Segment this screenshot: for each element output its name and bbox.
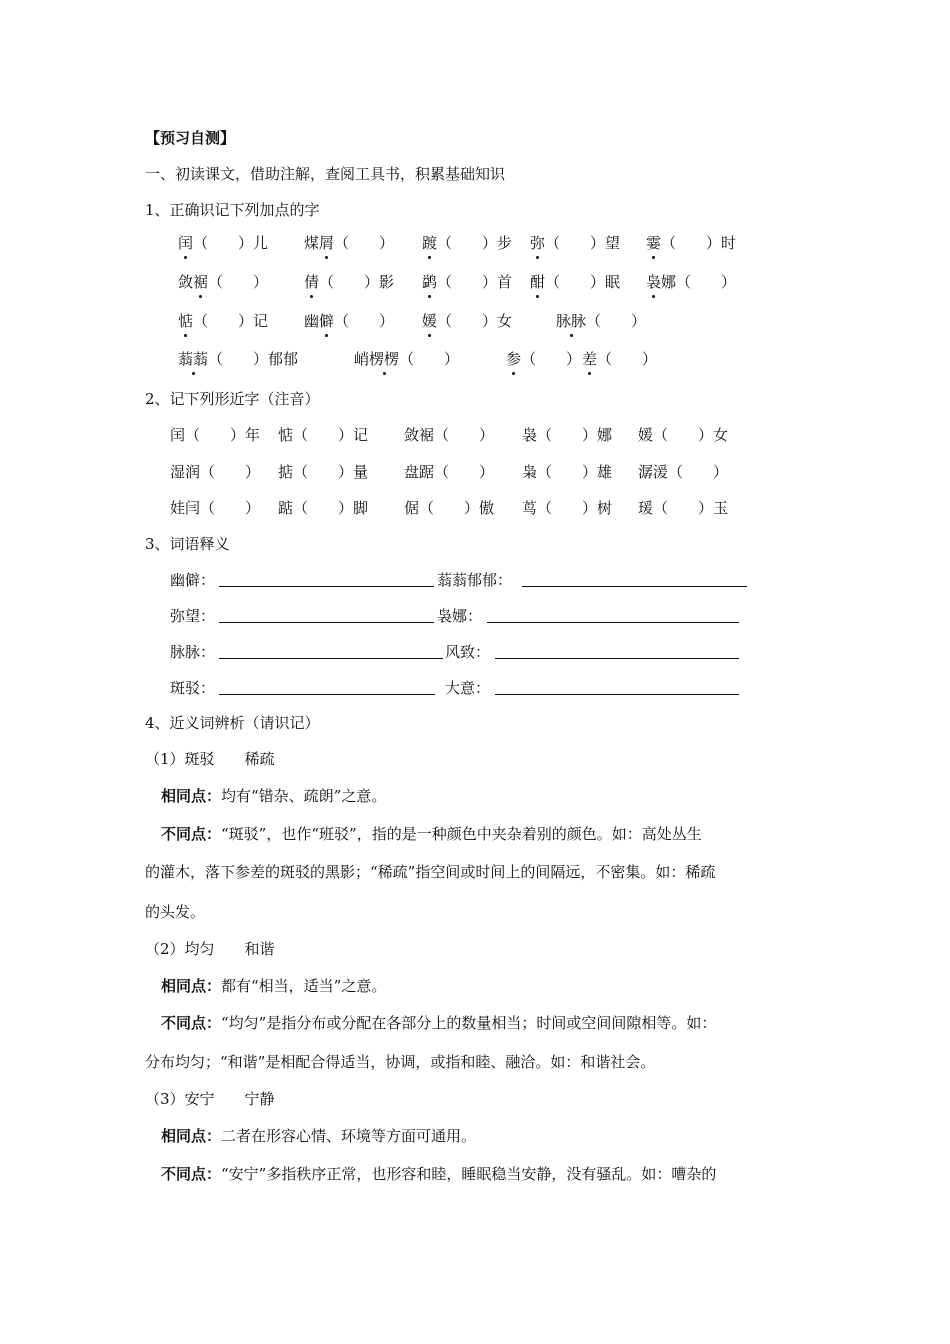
- diff-label: 不同点：: [161, 1014, 222, 1032]
- diff-text-cont: 的头发。: [145, 903, 206, 921]
- q1-item: [556, 311, 646, 331]
- item-suffix: （ ）女: [437, 312, 513, 330]
- item-prefix: 煤: [304, 234, 320, 252]
- item-suffix: （ ）记: [193, 312, 269, 330]
- q1-item: [422, 311, 512, 331]
- q2-item: 掂（ ）量: [278, 463, 369, 481]
- synonym-pair: （3）安宁 宁静: [145, 1090, 275, 1108]
- dotted-character: 酣: [530, 273, 546, 291]
- dotted-character: 参: [506, 350, 522, 368]
- diff-point: [161, 824, 702, 844]
- q4-title: 4、近义词辨析（请识记）: [145, 714, 320, 732]
- dotted-character: 蓊蓊: [178, 350, 209, 368]
- synonym-pair: （1）斑驳 稀疏: [145, 750, 275, 768]
- diff-point: [161, 1164, 716, 1184]
- diff-text-cont: 分布均匀；“和谐”是相配合得适当，协调，或指和睦、融洽。如：和谐社会。: [145, 1053, 656, 1071]
- item-suffix: （ ）: [521, 350, 582, 368]
- answer-blank[interactable]: [219, 694, 435, 695]
- q1-item: [646, 272, 736, 292]
- item-suffix: （ ）: [586, 312, 647, 330]
- diff-text: “安宁”多指秩序正常，也形容和睦，睡眠稳当安静，没有骚乱。如：嘈杂的: [221, 1165, 717, 1183]
- answer-blank[interactable]: [219, 622, 434, 623]
- diff-text: “均匀”是指分布或分配在各部分上的数量相当；时间或空间间隙相等。如：: [221, 1014, 717, 1032]
- item-suffix: （ ）时: [661, 234, 737, 252]
- dotted-character: 媛: [422, 312, 438, 330]
- q1-item: [582, 349, 657, 369]
- same-point: [161, 1126, 476, 1146]
- dotted-character: 僻: [319, 312, 335, 330]
- diff-label: 不同点：: [161, 825, 222, 843]
- answer-blank[interactable]: [219, 658, 443, 659]
- answer-blank[interactable]: [487, 622, 739, 623]
- item-suffix: （ ）望: [545, 234, 621, 252]
- dotted-character: 差: [582, 350, 598, 368]
- dotted-character: 脉脉: [556, 312, 587, 330]
- diff-point: [161, 1013, 716, 1033]
- item-suffix: （ ）步: [437, 234, 513, 252]
- q1-item: [178, 233, 268, 253]
- term-label: 袅娜：: [437, 607, 483, 625]
- answer-blank[interactable]: [495, 694, 739, 695]
- same-label: 相同点：: [161, 787, 222, 805]
- part1-intro: 一、初读课文，借助注解，查阅工具书，积累基础知识: [145, 165, 506, 183]
- q2-item: 盘踞（ ）: [404, 463, 495, 481]
- q2-item: 娃闫（ ）: [170, 499, 261, 517]
- dotted-character: 袅: [646, 273, 662, 291]
- term-label: 风致：: [445, 643, 491, 661]
- dotted-character: 倩: [304, 273, 320, 291]
- q2-item: 踮（ ）脚: [278, 499, 369, 517]
- diff-text: “斑驳”，也作“班驳”，指的是一种颜色中夹杂着别的颜色。如：高处丛生: [221, 825, 702, 843]
- q2-item: 媛（ ）女: [638, 426, 729, 444]
- same-point: [161, 976, 386, 996]
- synonym-pair: （2）均匀 和谐: [145, 940, 275, 958]
- q1-item: [530, 272, 620, 292]
- dotted-character: 鹢: [422, 273, 438, 291]
- item-suffix: （ ）: [334, 312, 395, 330]
- q2-item: 枭（ ）雄: [522, 463, 613, 481]
- q2-item: 敛裾（ ）: [404, 426, 495, 444]
- dotted-character: 闰: [178, 234, 194, 252]
- answer-blank[interactable]: [522, 586, 747, 587]
- dotted-character: 踱: [422, 234, 438, 252]
- q1-item: [422, 233, 512, 253]
- same-text: 都有“相当，适当”之意。: [221, 977, 387, 995]
- dotted-character: 弥: [530, 234, 546, 252]
- dotted-character: 屑: [319, 234, 335, 252]
- item-suffix: （ ）眠: [545, 273, 621, 291]
- q1-item: [178, 349, 298, 369]
- item-suffix: （ ）儿: [193, 234, 269, 252]
- q3-title: 3、词语释义: [145, 535, 230, 553]
- item-suffix: （ ）郁郁: [208, 350, 299, 368]
- item-prefix: 敛: [178, 273, 194, 291]
- q1-item: [178, 272, 268, 292]
- same-text: 均有“错杂、疏朗”之意。: [221, 787, 387, 805]
- item-suffix: （ ）影: [319, 273, 395, 291]
- q2-item: 湿润（ ）: [170, 463, 261, 481]
- q1-item: [304, 272, 394, 292]
- dotted-character: 楞楞: [369, 350, 400, 368]
- term-label: 脉脉：: [170, 643, 216, 661]
- q2-item: 倨（ ）傲: [404, 499, 495, 517]
- q1-item: [354, 349, 459, 369]
- item-suffix: （ ）: [334, 234, 395, 252]
- q1-item: [304, 311, 394, 331]
- item-suffix: （ ）: [208, 273, 269, 291]
- dotted-character: 裾: [193, 273, 209, 291]
- section-heading: 【预习自测】: [145, 129, 236, 147]
- diff-label: 不同点：: [161, 1165, 222, 1183]
- same-label: 相同点：: [161, 1127, 222, 1145]
- q2-title: 2、记下列形近字（注音）: [145, 390, 320, 408]
- q1-item: [646, 233, 736, 253]
- term-label: 斑驳：: [170, 679, 216, 697]
- q1-item: [304, 233, 394, 253]
- term-label: 幽僻：: [170, 571, 216, 589]
- q1-item: [506, 349, 581, 369]
- q2-item: 瑗（ ）玉: [638, 499, 729, 517]
- item-prefix: 幽: [304, 312, 320, 330]
- item-prefix: 峭: [354, 350, 370, 368]
- same-text: 二者在形容心情、环境等方面可通用。: [221, 1127, 477, 1145]
- q1-title: 1、正确识记下列加点的字: [145, 201, 320, 219]
- q1-item: [422, 272, 512, 292]
- term-label: 弥望：: [170, 607, 216, 625]
- q2-item: 袅（ ）娜: [522, 426, 613, 444]
- q2-item: 潺湲（ ）: [638, 463, 729, 481]
- dotted-character: 惦: [178, 312, 194, 330]
- term-label: 蓊蓊郁郁：: [437, 571, 513, 589]
- same-label: 相同点：: [161, 977, 222, 995]
- q1-item: [530, 233, 620, 253]
- answer-blank[interactable]: [219, 586, 434, 587]
- item-suffix: 娜（ ）: [661, 273, 737, 291]
- item-suffix: （ ）首: [437, 273, 513, 291]
- q2-item: 茑（ ）树: [522, 499, 613, 517]
- same-point: [161, 786, 386, 806]
- q1-item: [178, 311, 268, 331]
- answer-blank[interactable]: [495, 658, 739, 659]
- dotted-character: 霎: [646, 234, 662, 252]
- item-suffix: （ ）: [399, 350, 460, 368]
- item-suffix: （ ）: [597, 350, 658, 368]
- q2-item: 闰（ ）年: [170, 426, 261, 444]
- q2-item: 惦（ ）记: [278, 426, 369, 444]
- term-label: 大意：: [445, 679, 491, 697]
- diff-text-cont: 的灌木，落下参差的斑驳的黑影；“稀疏”指空间或时间上的间隔远，不密集。如：稀疏: [145, 863, 716, 881]
